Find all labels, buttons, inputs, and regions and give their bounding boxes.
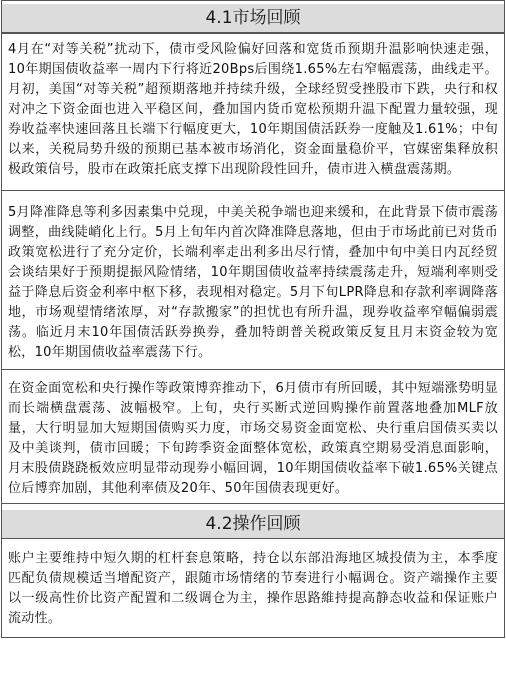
section-heading-market-review: 4.1市场回顾: [2, 4, 504, 33]
operation-review-paragraph: 账户主要维持中短久期的杠杆套息策略，持仓以东部沿海地区城投债为主，本季度匹配负债规模适当增配资产，跟随市场情绪的节奏进行小幅调仓。资产端操作主要以一级高性价比资产配置和二级调仓为主，操作思路維持提高静态收益和保证账户流动性。: [8, 551, 498, 626]
document: [1, 0, 505, 638]
market-review-paragraph-may: 5月降准降息等利多因素集中兑现，中美关税争端也迎来缓和，在此背景下债市震荡调整，曲线陡峭化上行。5月上旬年内首次降准降息落地，但由于市场此前已对货币政策宽松进行了充分定价，长端利率走出利多出尽行情，叠加中旬中美日内瓦经贸会谈结果好于预期提振风险情绪，10年期国债收益率持续震荡走升，短端利率则受益于降息后资金利率中枢下移，表现相对稳定。5月下旬LPR降息和存款利率调降落地，市场观望情绪浓厚，对“存款搬家”的担忧也有所升温，现券收益率窄幅偏弱震荡。临近月末10年国债活跃券换券，叠加特朗普关税政策反复且月末资金较为宽松，10年期国债收益率震荡下行。: [2, 191, 504, 370]
market-review-paragraph-june: 在资金面宽松和央行操作等政策博弈推动下，6月债市有所回暖，其中短端涨势明显而长端横盘震荡、波幅极窄。上旬，央行买断式逆回购操作前置落地叠加MLF放量，大行明显加大短期国债购买力度，市场交易资金面宽松、央行重启国债买卖以及中美谈判，债市回暖；下旬跨季资金面整体宽松，政策真空期易受消息面影响，月末股债跷跷板效应明显带动现券小幅回调，10年期国债收益率下破1.65%关键点位后博弈加剧，其他利率债及20年、50年国债表现更好。: [2, 370, 504, 504]
section-heading-operation-review: 4.2操作回顾: [2, 510, 504, 539]
market-review-paragraph-april: 4月在“对等关税”扰动下，债市受风险偏好回落和宽货币预期升温影响快速走强，10年期国债收益率一周内下行将近20Bps后围绕1.65%左右窄幅震荡，曲线走平。月初，美国“对等关税”超预期落地并持续升级，全球经贸受挫股市下跌，央行和权对冲之下资金面也进入平稳区间，叠加国内货币宽松预期升温下配置力量较强，现券收益率快速回落且长端下行幅度更大，10年期国债活跃券一度触及1.61%；中旬以来，关税局势升级的预期已基本被市场消化，资金面量稳价平，官媒密集释放积极政策信号，股市在政策托底支撑下出现阶段性回升，债市进入横盘震荡期。: [2, 33, 504, 191]
